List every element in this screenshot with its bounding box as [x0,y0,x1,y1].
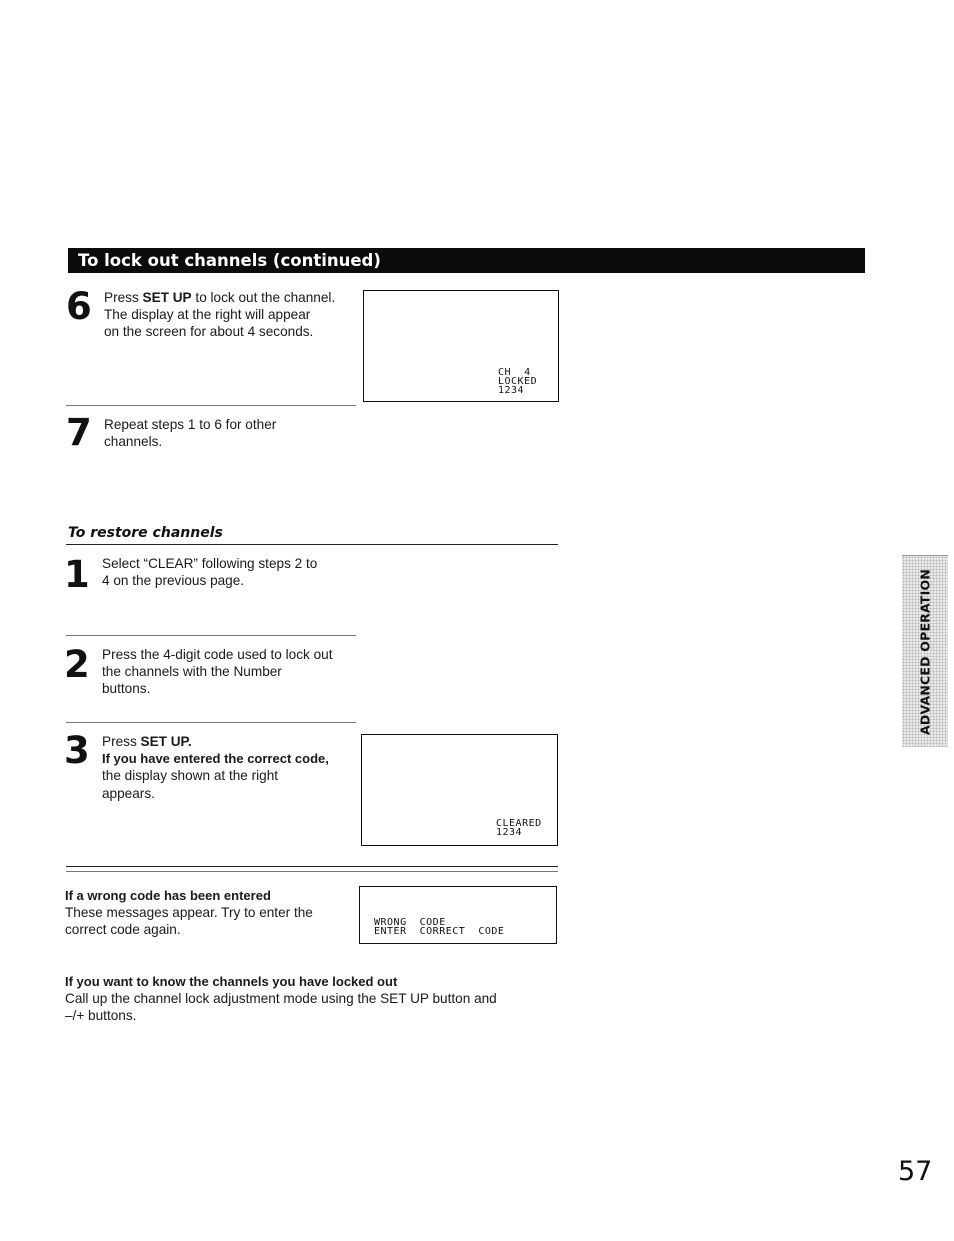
side-tab [902,555,948,747]
restore-step-number-3: 3 [64,729,90,772]
restore-step-number-2: 2 [64,643,90,686]
screen-line: CH 4 [498,367,531,378]
restore-step-1-text: Select “CLEAR” following steps 2 to 4 on the previous page. [102,556,318,589]
section-header [68,248,865,273]
restore-step-2-text: Press the 4-digit code used to lock out the channels with the Number buttons. [102,647,333,697]
screen-line: WRONG CODE [374,917,446,928]
restore-heading: To restore channels [68,525,223,541]
restore-step-3-text: Press SET UP. If you have entered the correct code, the display shown at the right appears. [102,734,329,801]
screen-line: 1234 [496,827,523,838]
screen-line: 1234 [498,385,525,396]
step-7-text: Repeat steps 1 to 6 for other channels. [104,417,277,450]
restore-step-number-1: 1 [64,553,90,596]
divider [66,405,356,406]
step-6-text: Press SET UP to lock out the channel. The display at the right will appear on the screen for about 4 seconds. [104,290,336,340]
step-number-7: 7 [66,411,92,454]
tv-screen-cleared [361,734,558,846]
step-number-6: 6 [66,285,92,328]
tv-screen-locked [363,290,559,402]
wrong-code-heading: If a wrong code has been entered [65,888,271,903]
tv-screen-wrong-code [359,886,557,944]
divider [66,544,558,545]
section-title: To lock out channels (continued) [78,251,381,270]
screen-line: LOCKED [498,376,538,387]
side-tab-label: ADVANCED OPERATION [917,568,933,735]
wrong-code-block: If a wrong code has been entered These messages appear. Try to enter the correct code again. [65,887,350,939]
divider [66,635,356,636]
page-number: 57 [898,1156,933,1187]
know-locked-block: If you want to know the channels you have locked out Call up the channel lock adjustment mode using the SET UP button and –/+ buttons. [65,973,565,1025]
know-locked-heading: If you want to know the channels you have locked out [65,974,398,989]
divider [66,722,356,723]
divider [66,871,558,872]
divider [66,866,558,867]
screen-line: ENTER CORRECT CODE [374,926,505,937]
screen-line: CLEARED [496,818,542,829]
